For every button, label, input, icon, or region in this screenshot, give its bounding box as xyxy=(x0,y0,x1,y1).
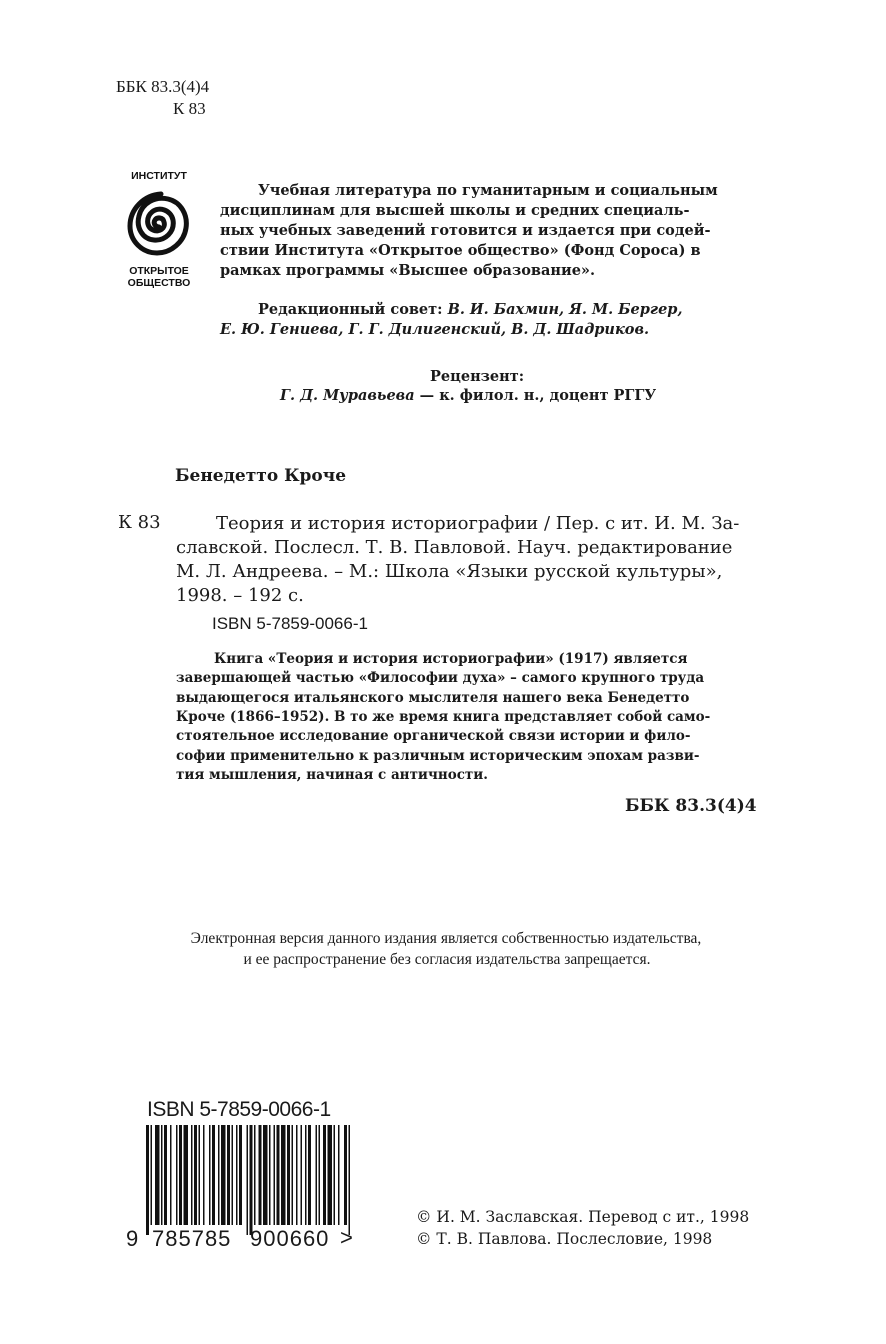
barcode-bar xyxy=(269,1125,271,1225)
reviewer xyxy=(280,367,710,409)
bbk-classification xyxy=(116,76,209,120)
barcode-bar xyxy=(349,1125,351,1235)
open-society-logo xyxy=(112,168,206,296)
editorial-board-names: В. И. Бахмин, Я. М. Бергер, xyxy=(447,301,683,318)
barcode-bar xyxy=(250,1125,253,1235)
barcode-arrow: > xyxy=(340,1225,353,1250)
barcode-bar xyxy=(319,1125,321,1225)
annotation-line: выдающегося итальянского мыслителя нашего века Бенедетто xyxy=(176,689,690,706)
barcode-bar xyxy=(232,1125,234,1225)
barcode-bar xyxy=(212,1125,215,1225)
author-mark: К 83 xyxy=(173,99,206,118)
barcode-bar xyxy=(281,1125,286,1225)
barcode-bar xyxy=(239,1125,242,1225)
catalog-line: 1998. – 192 с. xyxy=(176,585,304,606)
barcode-digit-first: 9 xyxy=(126,1226,139,1251)
annotation-line: стоятельное исследование органической связи истории и фило- xyxy=(176,728,691,745)
annotation xyxy=(176,650,776,790)
catalog-isbn: ISBN 5-7859-0066-1 xyxy=(212,614,368,633)
barcode-bar xyxy=(338,1125,340,1225)
barcode-bar xyxy=(218,1125,220,1225)
spiral-logo-icon xyxy=(122,183,196,267)
barcode-bar xyxy=(296,1125,298,1225)
barcode-bar xyxy=(151,1125,153,1225)
barcode-bars xyxy=(146,1125,354,1235)
catalog-mark: К 83 xyxy=(118,512,161,533)
copyright-line: © Т. В. Павлова. Послесловие, 1998 xyxy=(416,1230,713,1248)
barcode-bar xyxy=(263,1125,268,1225)
barcode-bar xyxy=(344,1125,347,1225)
reviewer-details: — к. филол. н., доцент РГГУ xyxy=(414,387,657,404)
barcode-bar xyxy=(146,1125,149,1235)
reviewer-label: Рецензент: xyxy=(430,368,525,385)
copyright-line: © И. М. Заславская. Перевод с ит., 1998 xyxy=(416,1208,750,1226)
catalog-line: Теория и история историографии / Пер. с ит. И. М. За- xyxy=(216,513,740,534)
barcode-bar xyxy=(199,1125,201,1225)
author-name: Бенедетто Кроче xyxy=(175,466,347,486)
barcode-bar xyxy=(328,1125,333,1225)
isbn-barcode xyxy=(126,1098,360,1258)
barcode-bar xyxy=(287,1125,290,1225)
bbk-bottom: ББК 83.3(4)4 xyxy=(625,796,757,816)
barcode-bar xyxy=(301,1125,303,1225)
barcode-isbn-text: ISBN 5-7859-0066-1 xyxy=(147,1098,331,1121)
support-note-line: ных учебных заведений готовится и издается при содей- xyxy=(220,222,711,239)
catalog-line: М. Л. Андреева. – М.: Школа «Языки русской культуры», xyxy=(176,561,723,582)
barcode-bar xyxy=(170,1125,172,1225)
barcode-bar xyxy=(176,1125,178,1225)
barcode-bar xyxy=(191,1125,193,1225)
support-note xyxy=(220,181,720,281)
logo-top-text: ИНСТИТУТ xyxy=(131,170,187,182)
support-note-line: рамках программы «Высшее образование». xyxy=(220,262,596,279)
barcode-bar xyxy=(259,1125,262,1225)
catalog-line: славской. Послесл. Т. В. Павловой. Науч. редактирование xyxy=(176,537,733,558)
bbk-code: ББК 83.3(4)4 xyxy=(116,77,210,96)
barcode-digits-group2: 900660 xyxy=(250,1226,330,1251)
annotation-line: Книга «Теория и история историографии» (1917) является xyxy=(214,651,688,667)
editorial-board xyxy=(220,300,720,342)
barcode-bar xyxy=(209,1125,211,1225)
barcode-bar xyxy=(247,1125,249,1235)
annotation-line: тия мышления, начиная с античности. xyxy=(176,766,489,783)
bleed-through-ghost xyxy=(290,405,590,475)
notice-line: и ее распространение без согласия издательства запрещается. xyxy=(243,951,651,968)
support-note-line: дисциплинам для высшей школы и средних специаль- xyxy=(220,202,690,219)
annotation-line: Кроче (1866–1952). В то же время книга представляет собой само- xyxy=(176,708,711,725)
barcode-bar xyxy=(274,1125,276,1225)
barcode-bar xyxy=(203,1125,205,1225)
annotation-line: завершающей частью «Философии духа» – самого крупного труда xyxy=(176,670,705,687)
annotation-line: софии применительно к различным историческим эпохам разви- xyxy=(176,747,700,764)
barcode-bar xyxy=(179,1125,182,1225)
barcode-bar xyxy=(316,1125,318,1225)
barcode-bar xyxy=(221,1125,226,1225)
logo-bottom-text-2: ОБЩЕСТВО xyxy=(127,277,191,289)
barcode-bar xyxy=(308,1125,311,1225)
editorial-board-names: Е. Ю. Гениева, Г. Г. Дилигенский, В. Д. Шадриков. xyxy=(220,321,650,338)
barcode-bar xyxy=(334,1125,336,1225)
reviewer-name: Г. Д. Муравьева xyxy=(280,387,415,404)
editorial-board-label: Редакционный совет: xyxy=(258,301,443,318)
barcode-bar xyxy=(155,1125,160,1225)
support-note-line: ствии Института «Открытое общество» (Фонд Сороса) в xyxy=(220,242,701,259)
electronic-notice xyxy=(0,928,886,970)
barcode-digits-group1: 785785 xyxy=(152,1226,232,1251)
notice-line: Электронная версия данного издания является собственностью издательства, xyxy=(190,930,702,947)
copyright xyxy=(416,1206,749,1250)
barcode-bar xyxy=(305,1125,307,1225)
barcode-bar xyxy=(277,1125,280,1225)
catalog-description xyxy=(176,512,776,608)
support-note-line: Учебная литература по гуманитарным и социальным xyxy=(258,182,718,199)
barcode-bar xyxy=(292,1125,294,1225)
logo-bottom-text-1: ОТКРЫТОЕ xyxy=(129,265,189,277)
barcode-bar xyxy=(164,1125,167,1225)
bleed-through-ghost xyxy=(285,78,605,112)
barcode-bar xyxy=(323,1125,326,1225)
barcode-bar xyxy=(194,1125,197,1225)
barcode-bar xyxy=(236,1125,238,1225)
barcode-bar xyxy=(254,1125,256,1225)
barcode-bar xyxy=(227,1125,230,1225)
barcode-bar xyxy=(184,1125,189,1225)
barcode-bar xyxy=(161,1125,163,1225)
